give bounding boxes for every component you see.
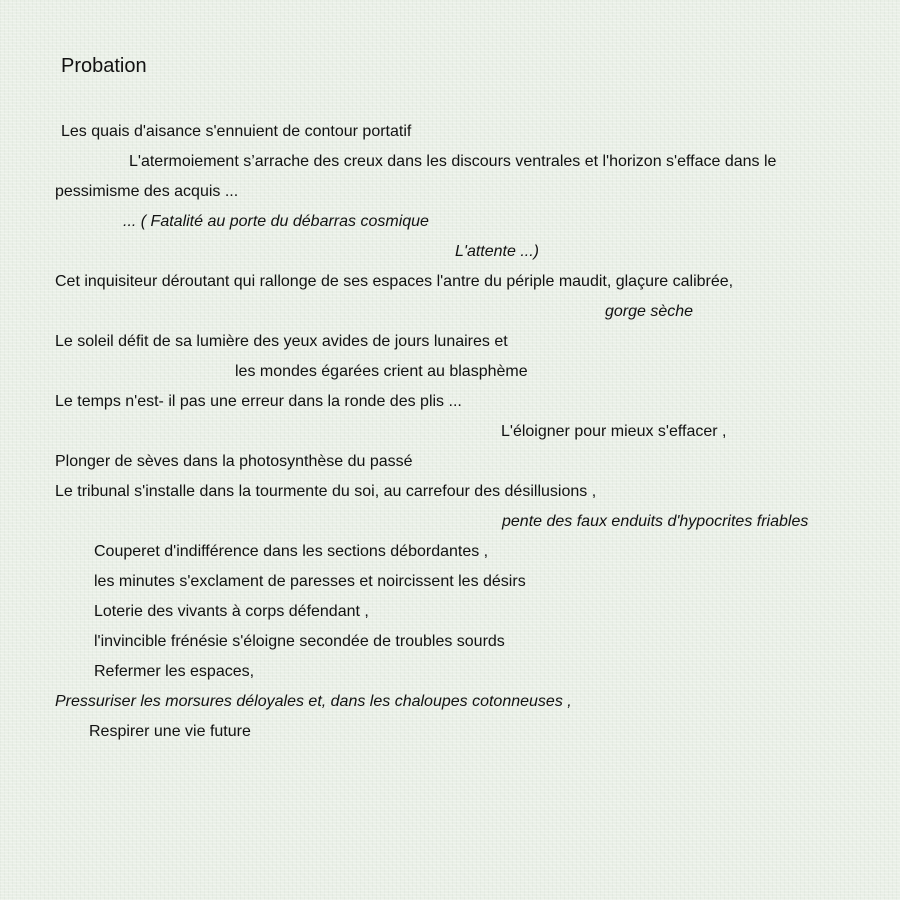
poem-line: Le temps n'est- il pas une erreur dans la ronde des plis ... xyxy=(55,393,462,410)
poem-line: L'atermoiement s’arrache des creux dans les discours ventrales et l'horizon s'efface dans le xyxy=(129,153,777,170)
poem-line: ... ( Fatalité au porte du débarras cosmique xyxy=(123,213,429,230)
poem-line: Couperet d'indifférence dans les sections débordantes , xyxy=(94,543,489,560)
poem-title: Probation xyxy=(61,55,147,77)
poem-line: les mondes égarées crient au blasphème xyxy=(235,363,528,380)
poem-line: Cet inquisiteur déroutant qui rallonge de ses espaces l'antre du périple maudit, glaçure calibrée, xyxy=(55,273,734,290)
poem-line: Respirer une vie future xyxy=(89,723,251,740)
poem-line: Le tribunal s'installe dans la tourmente du soi, au carrefour des désillusions , xyxy=(55,483,597,500)
poem-line: Pressuriser les morsures déloyales et, dans les chaloupes cotonneuses , xyxy=(55,693,572,710)
poem-line: L'attente ...) xyxy=(455,243,539,260)
poem-line: l'invincible frénésie s'éloigne secondée de troubles sourds xyxy=(94,633,505,650)
poem-line: Loterie des vivants à corps défendant , xyxy=(94,603,369,620)
poem-line: Refermer les espaces, xyxy=(94,663,255,680)
poem-line: pessimisme des acquis ... xyxy=(55,183,239,200)
poem-line: L'éloigner pour mieux s'effacer , xyxy=(501,423,727,440)
poem-line: Le soleil défit de sa lumière des yeux avides de jours lunaires et xyxy=(55,333,508,350)
poem-line: gorge sèche xyxy=(605,303,694,320)
poem-line: Plonger de sèves dans la photosynthèse du passé xyxy=(55,453,413,470)
poem-line: Les quais d'aisance s'ennuient de contour portatif xyxy=(61,123,412,140)
poem-line: les minutes s'exclament de paresses et noircissent les désirs xyxy=(94,573,526,590)
poem-line: pente des faux enduits d'hypocrites friables xyxy=(502,513,809,530)
